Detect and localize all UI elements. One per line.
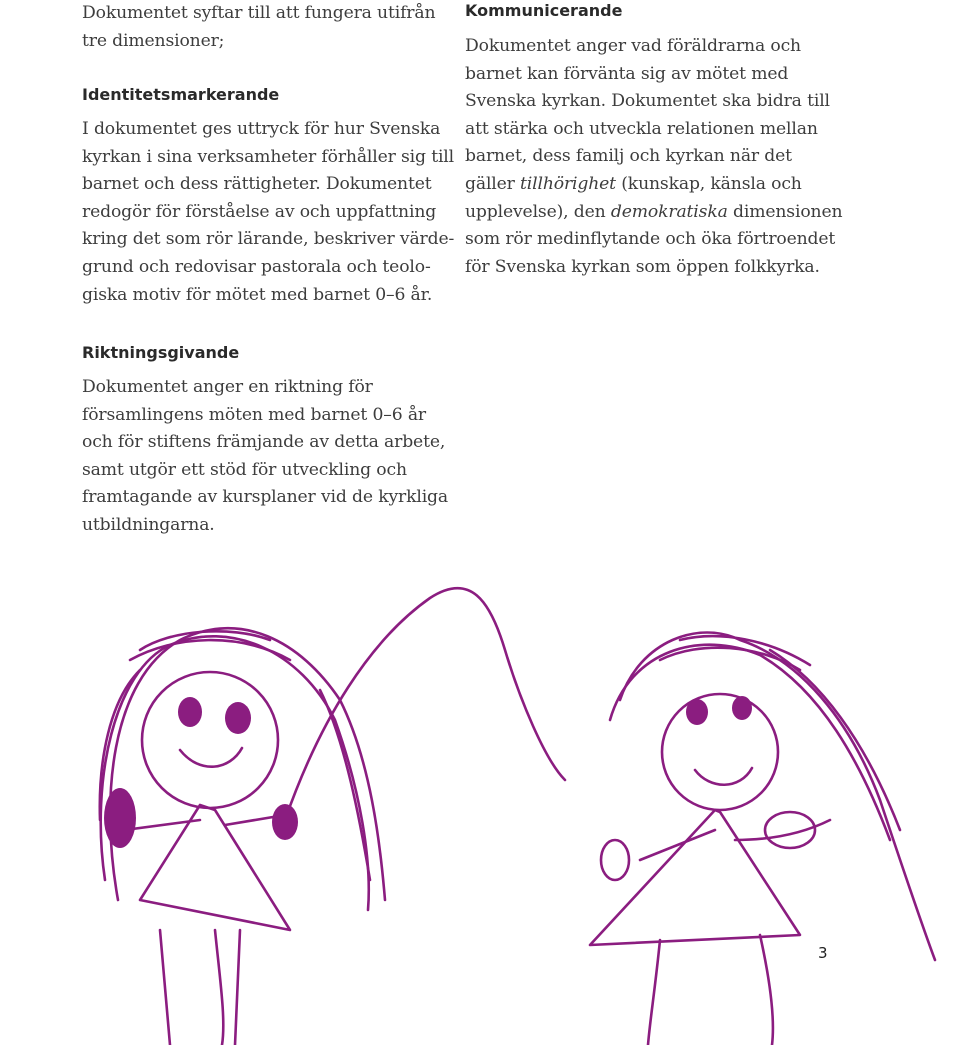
text-line: kring det som rör lärande, beskriver värde- [82,229,455,250]
intro-paragraph [82,0,435,55]
text-line: för Svenska kyrkan som öppen folkkyrka. [465,256,820,277]
paragraph-riktningsgivande [82,374,448,540]
text-line: gäller tillhörighet (kunskap, känsla och [465,173,802,194]
intro-line: Dokumentet syftar till att fungera utifrån [82,3,436,23]
paragraph-kommunicerande [465,33,842,281]
emphasis-tillhorighet: tillhörighet [520,173,616,194]
text-line: som rör medinflytande och öka förtroendet [465,229,836,250]
text-line: I dokumentet ges uttryck för hur Svenska [82,119,441,139]
text-line: Dokumentet anger vad föräldrarna och [465,36,801,56]
text-line: giska motiv för mötet med barnet 0–6 år. [82,284,433,305]
text-line: barnet och dess rättigheter. Dokumentet [82,174,432,195]
right-figure-left-hand [601,840,629,880]
text-line: framtagande av kursplaner vid de kyrkliga [82,487,448,508]
right-figure-left-eye [686,699,708,725]
emphasis-demokratiska: demokratiska [610,201,728,222]
paragraph-identitetsmarkerande [82,116,454,309]
text-line: barnet, dess familj och kyrkan när det [465,146,792,167]
text-line: samt utgör ett stöd för utveckling och [82,459,407,480]
text-line: församlingens möten med barnet 0–6 år [82,404,426,425]
text-line: upplevelse), den demokratiska dimensionen [465,201,843,222]
heading-kommunicerande: Kommunicerande [465,1,623,20]
left-eye [178,697,202,727]
text-line: grund och redovisar pastorala och teolo- [82,256,431,277]
text-line: Svenska kyrkan. Dokumentet ska bidra till [465,91,830,112]
text-line: utbildningarna. [82,514,215,535]
right-figure-hair [610,633,935,961]
text-line: att stärka och utveckla relationen mellan [465,118,818,139]
intro-line: tre dimensioner; [82,30,225,51]
left-figure-hair [100,628,385,910]
right-hand [272,804,298,840]
text-line: och för stiftens främjande av detta arbete, [82,432,446,453]
right-figure-right-eye [732,696,752,720]
left-hand [104,788,136,848]
heading-riktningsgivande: Riktningsgivande [82,343,240,362]
right-figure-face [662,694,778,810]
text-line: redogör för förståelse av och uppfattning [82,201,437,222]
text-line: Dokumentet anger en riktning för [82,377,373,397]
left-figure-face [142,672,278,808]
child-drawing-illustration [0,560,960,1045]
heading-identitetsmarkerande: Identitetsmarkerande [82,85,280,104]
text-line: kyrkan i sina verksamheter förhåller sig till [82,146,454,167]
text-line: barnet kan förvänta sig av mötet med [465,63,789,84]
page-number: 3 [818,944,828,962]
right-eye [225,702,251,734]
